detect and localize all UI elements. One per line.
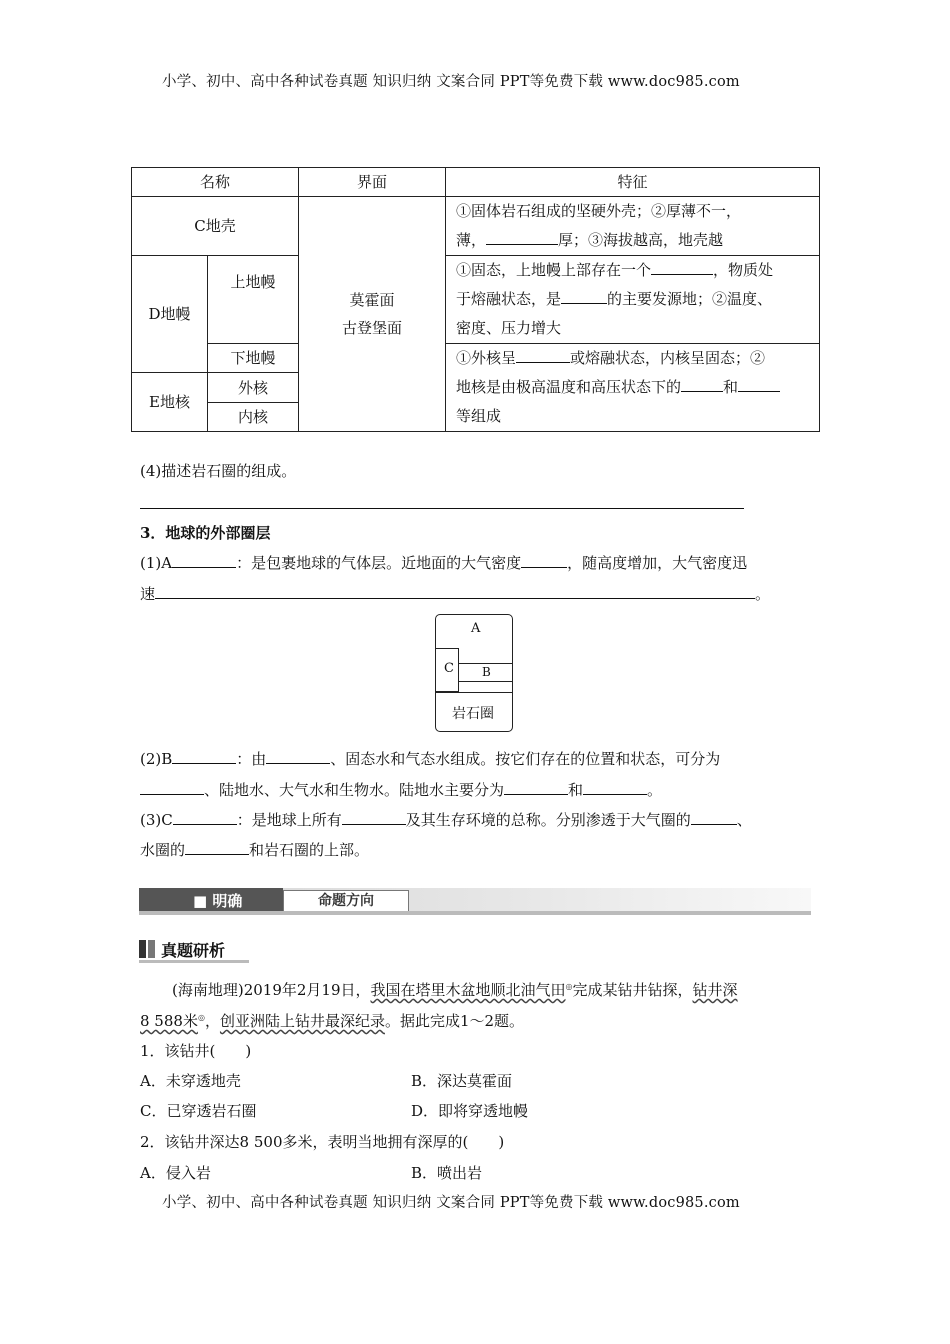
- crust-name: C地壳: [132, 197, 299, 256]
- heading-underline: [139, 960, 249, 963]
- core-feature-line1: ①外核呈 或熔融状态，内核呈固态；②: [456, 344, 819, 373]
- header-feature: 特征: [446, 168, 820, 197]
- lower-mantle: 下地幔: [208, 344, 299, 373]
- core-feature-line3: 等组成: [456, 407, 502, 425]
- q2-option-b: B．喷出岩: [411, 1164, 483, 1182]
- mantle-feature: [446, 256, 820, 344]
- header-name: 名称: [132, 168, 299, 197]
- moho-label: 莫霍面: [349, 291, 395, 309]
- banner-left: ■ 明确: [139, 888, 283, 914]
- crust-feature: [446, 197, 820, 256]
- diagram-label-rock: 岩石圈: [452, 706, 494, 722]
- heading-marker-icon-2: [148, 940, 155, 958]
- paragraph-1-line2: 速 。: [140, 582, 770, 604]
- banner-right: 命题方向: [283, 890, 409, 912]
- page-footer: 小学、初中、高中各种试卷真题 知识归纳 文案合同 PPT等免费下载 www.doc985.com: [162, 1195, 740, 1211]
- interface-cell: [299, 197, 446, 432]
- crust-feature-line1: ①固体岩石组成的坚硬外壳；②厚薄不一，: [456, 202, 742, 220]
- section-3-title: 3．地球的外部圈层: [140, 524, 271, 542]
- banner-shadow: [139, 911, 811, 915]
- diagram-label-b: B: [482, 665, 491, 679]
- zhenti-heading: [139, 938, 249, 960]
- page-header: 小学、初中、高中各种试卷真题 知识归纳 文案合同 PPT等免费下载 www.doc985.com: [162, 74, 740, 90]
- q2-option-a: A．侵入岩: [140, 1164, 211, 1182]
- inner-core: 内核: [208, 403, 299, 432]
- header-interface: 界面: [299, 168, 446, 197]
- core-name: E地核: [132, 373, 208, 432]
- outer-core: 外核: [208, 373, 299, 403]
- mantle-feature-line3: 密度、压力增大: [456, 319, 562, 337]
- annotation-mark-icon: ◎: [565, 982, 573, 991]
- q1-option-c: C．已穿透岩石圈: [140, 1102, 257, 1120]
- q1-option-d: D．即将穿透地幔: [411, 1102, 529, 1120]
- q1-option-b: B．深达莫霍面: [411, 1072, 513, 1090]
- heading-marker-icon: [139, 940, 146, 958]
- earth-layers-table: [131, 167, 820, 432]
- diagram-divider: [436, 692, 512, 693]
- mantle-feature-line1: ①固态，上地幔上部存在一个 ，物质处: [456, 256, 819, 285]
- crust-feature-line2: 薄， 厚；③海拔越高，地壳越: [456, 226, 819, 255]
- upper-mantle: 上地幔: [208, 256, 299, 344]
- paragraph-2-line1: (2)B ：由 、固态水和气态水组成。按它们存在的位置和状态，可分为: [140, 747, 720, 769]
- core-feature-line2: 地核是由极高温度和高压状态下的 和: [456, 373, 819, 402]
- diagram-label-c: C: [444, 661, 454, 676]
- intro-line2: 8 588米◎，创亚洲陆上钻井最深纪录。据此完成1～2题。: [140, 1012, 525, 1030]
- paragraph-3-line2: 水圈的 和岩石圈的上部。: [140, 838, 369, 860]
- mantle-feature-line2: 于熔融状态，是 的主要发源地；②温度、: [456, 285, 819, 314]
- answer-line-4: [140, 508, 744, 509]
- annotation-mark-icon-2: ◎: [197, 1013, 205, 1022]
- core-feature: [446, 344, 820, 432]
- paragraph-2-line2: 、陆地水、大气水和生物水。陆地水主要分为 和 。: [140, 778, 662, 800]
- spheres-diagram: [435, 614, 513, 732]
- question-4: (4)描述岩石圈的组成。: [140, 462, 297, 480]
- paragraph-3-line1: (3)C ：是地球上所有 及其生存环境的总称。分别渗透于大气圈的 、: [140, 808, 752, 830]
- q1-stem: 1．该钻井( ): [140, 1042, 252, 1060]
- q2-stem: 2．该钻井深达8 500多米，表明当地拥有深厚的( ): [140, 1133, 505, 1151]
- q1-option-a: A．未穿透地壳: [140, 1072, 241, 1090]
- intro-line1: (海南地理)2019年2月19日，我国在塔里木盆地顺北油气田◎完成某钻井钻探，钻井深: [172, 981, 738, 999]
- diagram-label-a: A: [471, 621, 481, 636]
- paragraph-1-line1: (1)A ：是包裹地球的气体层。近地面的大气密度 ，随高度增加，大气密度迅: [140, 551, 747, 573]
- mantle-name: D地幔: [132, 256, 208, 373]
- zhenti-title: 真题研析: [161, 941, 226, 960]
- gutenberg-label: 古登堡面: [342, 319, 403, 337]
